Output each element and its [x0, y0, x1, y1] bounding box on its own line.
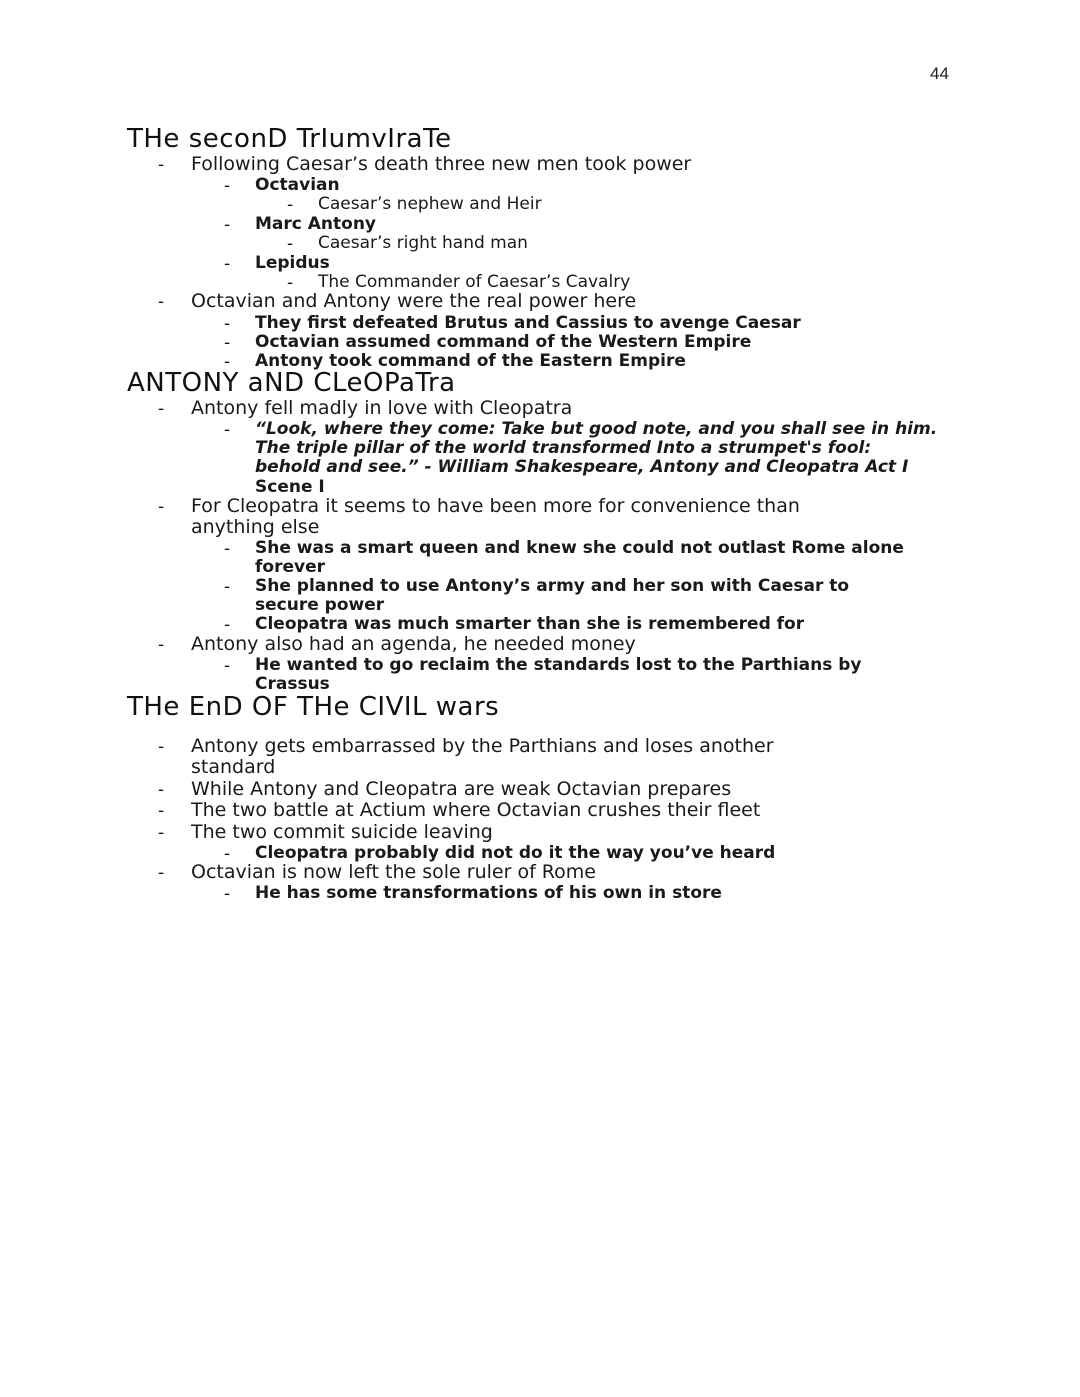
bullet-dash: -	[158, 780, 165, 800]
section-title-end-of-civil-wars: THe EnD OF THe CIVIL wars	[127, 692, 500, 722]
bullet-dash: -	[224, 314, 231, 334]
bullet-dash: -	[158, 863, 165, 883]
page-number: 44	[930, 64, 949, 83]
bullet-dash: -	[158, 823, 165, 843]
bullet-text: Octavian	[255, 175, 340, 195]
bullet-text: Antony took command of the Eastern Empire	[255, 351, 686, 371]
bullet-dash: -	[287, 273, 294, 293]
bullet-text: Caesar’s nephew and Heir	[318, 194, 542, 214]
bullet-text: standard	[191, 756, 276, 778]
bullet-text: forever	[255, 557, 325, 577]
bullet-text: Caesar’s right hand man	[318, 233, 528, 253]
bullet-dash: -	[287, 234, 294, 254]
bullet-dash: -	[287, 195, 294, 215]
bullet-text: Lepidus	[255, 253, 330, 273]
bullet-text: The two commit suicide leaving	[191, 821, 493, 843]
bullet-dash: -	[158, 801, 165, 821]
bullet-dash: -	[158, 399, 165, 419]
bullet-text: He wanted to go reclaim the standards lost to the Parthians by	[255, 655, 862, 675]
bullet-dash: -	[158, 737, 165, 757]
bullet-dash: -	[224, 333, 231, 353]
bullet-text: They first defeated Brutus and Cassius to avenge Caesar	[255, 313, 801, 333]
bullet-text: secure power	[255, 595, 385, 615]
bullet-dash: -	[224, 215, 231, 235]
bullet-dash: -	[158, 292, 165, 312]
bullet-dash: -	[224, 615, 231, 635]
bullet-text: Crassus	[255, 674, 330, 694]
bullet-dash: -	[158, 155, 165, 175]
bullet-text: Cleopatra was much smarter than she is remembered for	[255, 614, 805, 634]
bullet-dash: -	[224, 254, 231, 274]
quote-text: Scene I	[255, 477, 325, 497]
quote-text: The triple pillar of the world transformed Into a strumpet's fool:	[255, 438, 872, 458]
quote-text: behold and see.” - William Shakespeare, Antony and Cleopatra Act I	[255, 457, 909, 477]
bullet-text: While Antony and Cleopatra are weak Octavian prepares	[191, 778, 732, 800]
bullet-text: The Commander of Caesar’s Cavalry	[318, 272, 631, 292]
bullet-dash: -	[224, 577, 231, 597]
bullet-text: She was a smart queen and knew she could not outlast Rome alone	[255, 538, 904, 558]
bullet-dash: -	[224, 352, 231, 372]
bullet-dash: -	[224, 420, 231, 440]
section-title-antony-and-cleopatra: ANTONY aND CLeOPaTra	[127, 368, 456, 398]
bullet-text: He has some transformations of his own in store	[255, 883, 722, 903]
bullet-dash: -	[224, 539, 231, 559]
bullet-text: Antony also had an agenda, he needed money	[191, 633, 636, 655]
section-title-second-triumvirate: THe seconD TrIumvIraTe	[127, 124, 452, 154]
bullet-text: For Cleopatra it seems to have been more for convenience than	[191, 495, 800, 517]
bullet-text: The two battle at Actium where Octavian crushes their fleet	[191, 799, 761, 821]
bullet-text: Following Caesar’s death three new men took power	[191, 153, 692, 175]
quote-text: “Look, where they come: Take but good note, and you shall see in him.	[255, 419, 938, 439]
bullet-text: Octavian is now left the sole ruler of Rome	[191, 861, 596, 883]
bullet-dash: -	[224, 176, 231, 196]
bullet-text: Octavian assumed command of the Western Empire	[255, 332, 752, 352]
bullet-text: Cleopatra probably did not do it the way you’ve heard	[255, 843, 776, 863]
bullet-text: She planned to use Antony’s army and her son with Caesar to	[255, 576, 850, 596]
bullet-dash: -	[158, 497, 165, 517]
bullet-text: Octavian and Antony were the real power here	[191, 290, 637, 312]
bullet-dash: -	[224, 884, 231, 904]
bullet-text: Antony fell madly in love with Cleopatra	[191, 397, 573, 419]
bullet-text: anything else	[191, 516, 320, 538]
bullet-dash: -	[158, 635, 165, 655]
bullet-dash: -	[224, 844, 231, 864]
bullet-text: Antony gets embarrassed by the Parthians and loses another	[191, 735, 774, 757]
bullet-dash: -	[224, 656, 231, 676]
bullet-text: Marc Antony	[255, 214, 377, 234]
